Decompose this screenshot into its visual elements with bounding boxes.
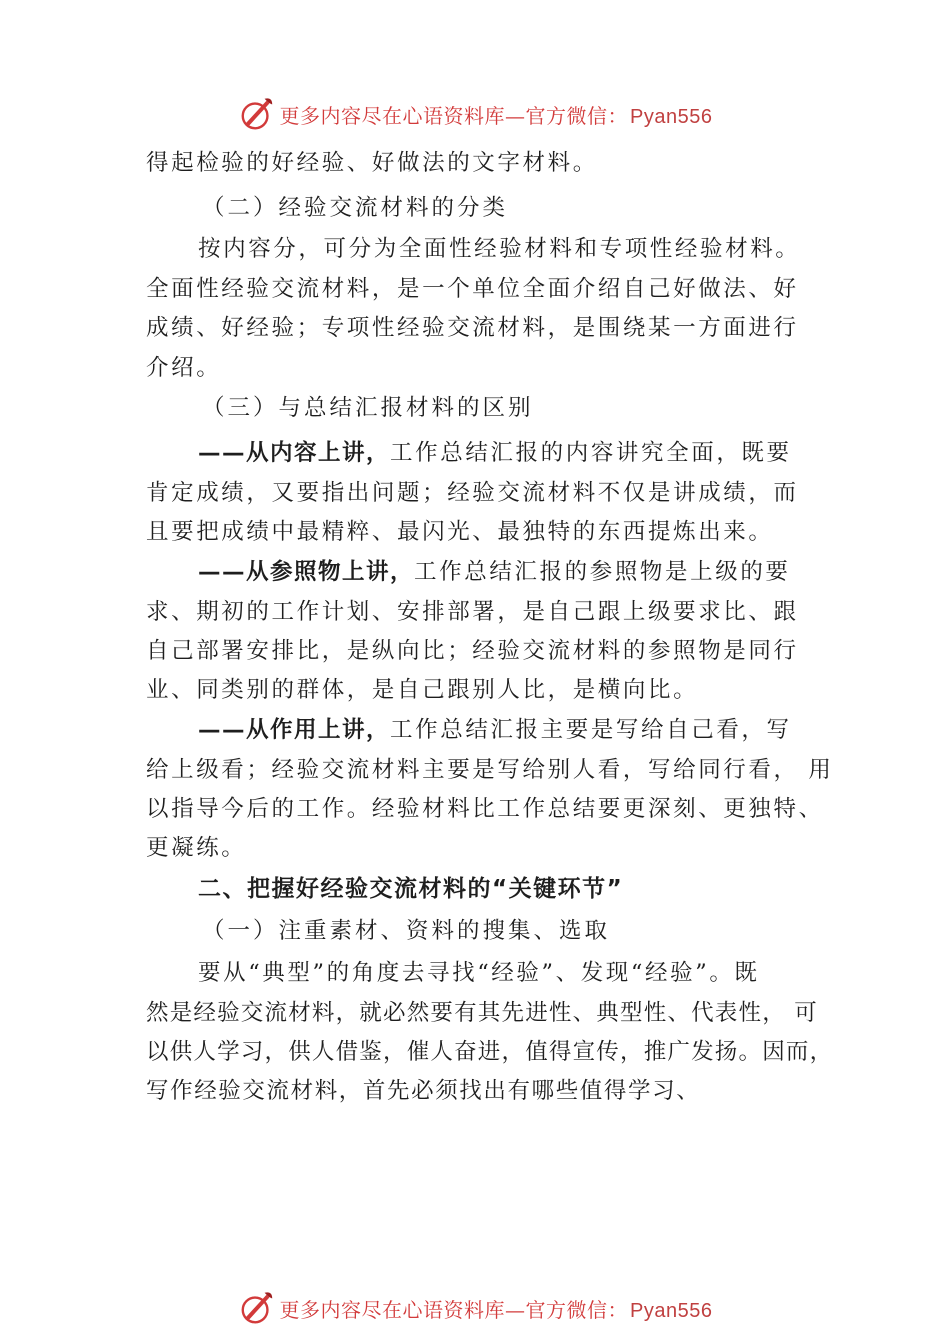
text-line: 业、同类别的群体，是自己跟别人比，是横向比。 <box>146 677 699 703</box>
text-line: 且要把成绩中最精粹、最闪光、最独特的东西提炼出来。 <box>146 519 774 545</box>
subheading: （二）经验交流材料的分类 <box>202 195 509 221</box>
text-line: 按内容分，可分为全面性经验材料和专项性经验材料。 <box>198 236 801 262</box>
text-line: 求、期初的工作计划、安排部署，是自己跟上级要求比、跟 <box>146 599 799 625</box>
watermark-text: 更多内容尽在心语资料库—官方微信： Pyan556 <box>279 1297 713 1322</box>
text-line: 以指导今后的工作。经验材料比工作总结要更深刻、更独特、 <box>146 796 824 822</box>
wechat-id: Pyan556 <box>630 105 713 128</box>
subheading: （三）与总结汇报材料的区别 <box>202 395 534 421</box>
watermark-text: 更多内容尽在心语资料库—官方微信： Pyan556 <box>279 103 713 128</box>
text-line: 肯定成绩，又要指出问题；经验交流材料不仅是讲成绩，而 <box>146 480 799 506</box>
footer-watermark-banner <box>0 1288 950 1328</box>
text-line: 成绩、好经验；专项性经验交流材料，是围绕某一方面进行 <box>146 315 799 341</box>
text-line: 更凝练。 <box>146 835 247 861</box>
subheading: （一）注重素材、资料的搜集、选取 <box>202 918 611 944</box>
bold-lead: ——从内容上讲， <box>198 440 391 466</box>
text-line: 然是经验交流材料，就必然要有其先进性、典型性、代表性， 可 <box>146 1000 818 1026</box>
text-line: 要从“典型”的角度去寻找“经验”、发现“经验”。既 <box>198 960 760 986</box>
bold-lead: ——从参照物上讲， <box>198 559 415 585</box>
text-line: 介绍。 <box>146 355 222 381</box>
bold-lead: ——从作用上讲， <box>198 717 391 743</box>
text-line: 全面性经验交流材料，是一个单位全面介绍自己好做法、好 <box>146 276 799 302</box>
text-line: ——从内容上讲，工作总结汇报的内容讲究全面，既要 <box>198 440 792 466</box>
text-line: 写作经验交流材料，首先必须找出有哪些值得学习、 <box>146 1078 701 1104</box>
text-line: 得起检验的好经验、好做法的文字材料。 <box>146 150 598 176</box>
text-line: 自己部署安排比，是纵向比；经验交流材料的参照物是同行 <box>146 638 799 664</box>
text-line: ——从作用上讲，工作总结汇报主要是写给自己看，写 <box>198 717 792 743</box>
quill-logo-icon <box>238 1289 276 1327</box>
section-heading: 二、把握好经验交流材料的“关键环节” <box>198 876 624 902</box>
header-watermark-banner <box>0 94 950 134</box>
text-line: 以供人学习，供人借鉴，催人奋进，值得宣传，推广发扬。因而， <box>146 1039 834 1065</box>
wechat-id: Pyan556 <box>630 1299 713 1322</box>
quill-logo-icon <box>238 95 276 133</box>
text-line: 给上级看；经验交流材料主要是写给别人看，写给同行看， 用 <box>146 757 834 783</box>
text-line: ——从参照物上讲，工作总结汇报的参照物是上级的要 <box>198 559 791 585</box>
